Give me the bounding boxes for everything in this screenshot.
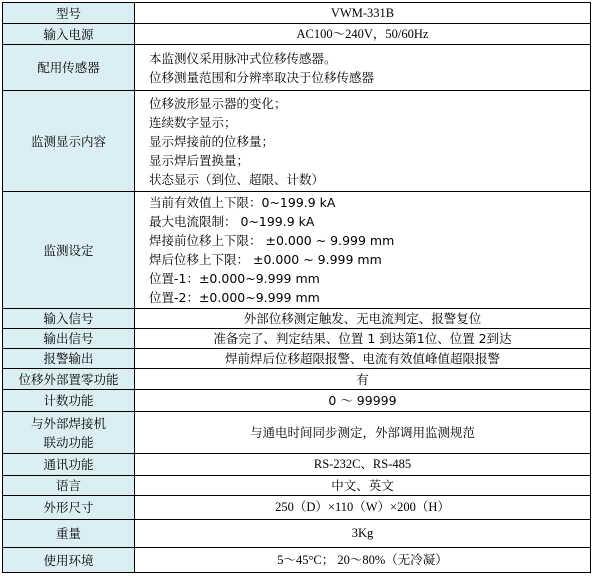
row-label-weight: 重量 bbox=[3, 520, 135, 548]
row-value-alarm-output: 焊前焊后位移超限报警、电流有效值峰值超限报警 bbox=[135, 349, 591, 369]
table-row-language bbox=[3, 476, 591, 496]
spec-table bbox=[2, 2, 591, 573]
row-label-input-signal: 输入信号 bbox=[3, 309, 135, 329]
monitor-setting-line: 最大电流限制： 0~199.9 kA bbox=[149, 214, 315, 229]
row-label-model: 型号 bbox=[3, 3, 135, 24]
table-row-input-signal bbox=[3, 309, 591, 329]
row-label-output-signal: 输出信号 bbox=[3, 329, 135, 349]
welder-link-label-line: 联动功能 bbox=[43, 434, 94, 450]
table-row-welder-link bbox=[3, 412, 591, 454]
table-row-monitor-settings bbox=[3, 192, 591, 309]
row-label-monitor-settings: 监测设定 bbox=[3, 192, 135, 309]
row-value-communication: RS-232C、RS-485 bbox=[135, 454, 591, 476]
table-row-alarm-output bbox=[3, 349, 591, 369]
row-value-output-signal: 准备完了、判定结果、位置 1 到达第1位、位置 2到达 bbox=[135, 329, 591, 349]
table-row-communication bbox=[3, 454, 591, 476]
row-value-monitor-settings bbox=[135, 192, 591, 309]
monitor-setting-line: 当前有效值上下限：0~199.9 kA bbox=[149, 195, 336, 210]
row-value-counter: 0 ～ 99999 bbox=[135, 390, 591, 412]
table-row-power-input bbox=[3, 24, 591, 45]
monitor-setting-line: 位置-2：±0.000~9.999 mm bbox=[149, 290, 320, 305]
table-row-model bbox=[3, 3, 591, 24]
table-row-output-signal bbox=[3, 329, 591, 349]
row-label-power-input: 输入电源 bbox=[3, 24, 135, 45]
sensor-line: 本监测仪采用脉冲式位移传感器。 bbox=[149, 50, 337, 66]
table-row-counter bbox=[3, 390, 591, 412]
row-value-welder-link: 与通电时间同步测定，外部调用监测规范 bbox=[135, 412, 591, 454]
row-value-language: 中文、英文 bbox=[135, 476, 591, 496]
display-content-line: 连续数字显示； bbox=[149, 114, 237, 130]
row-label-communication: 通讯功能 bbox=[3, 454, 135, 476]
row-value-power-input: AC100～240V，50/60Hz bbox=[135, 24, 591, 45]
monitor-setting-line: 焊接前位移上下限： ±0.000 ~ 9.999 mm bbox=[149, 233, 395, 248]
table-row-external-zero bbox=[3, 369, 591, 390]
row-value-dimensions: 250（D）×110（W）×200（H） bbox=[135, 496, 591, 520]
display-content-line: 显示焊后置换量； bbox=[149, 152, 250, 168]
row-label-dimensions: 外形尺寸 bbox=[3, 496, 135, 520]
row-label-alarm-output: 报警输出 bbox=[3, 349, 135, 369]
display-content-line: 显示焊接前的位移量； bbox=[149, 133, 275, 149]
monitor-setting-line: 位置-1：±0.000~9.999 mm bbox=[149, 271, 320, 286]
row-value-display-content bbox=[135, 91, 591, 192]
row-value-sensor bbox=[135, 45, 591, 91]
table-row-weight bbox=[3, 520, 591, 548]
display-content-line: 位移波形显示器的变化； bbox=[149, 95, 287, 111]
row-value-external-zero: 有 bbox=[135, 369, 591, 390]
row-label-language: 语言 bbox=[3, 476, 135, 496]
table-row-dimensions bbox=[3, 496, 591, 520]
row-label-external-zero: 位移外部置零功能 bbox=[3, 369, 135, 390]
row-label-counter: 计数功能 bbox=[3, 390, 135, 412]
row-label-welder-link bbox=[3, 412, 135, 454]
row-value-environment: 5～45°C； 20～80%（无冷凝） bbox=[135, 548, 591, 573]
row-value-input-signal: 外部位移测定触发、无电流判定、报警复位 bbox=[135, 309, 591, 329]
row-label-display-content: 监测显示内容 bbox=[3, 91, 135, 192]
row-value-model: VWM-331B bbox=[135, 3, 591, 24]
table-row-environment bbox=[3, 548, 591, 573]
table-row-sensor bbox=[3, 45, 591, 91]
monitor-setting-line: 焊后位移上下限： ±0.000 ~ 9.999 mm bbox=[149, 252, 382, 267]
row-value-weight: 3Kg bbox=[135, 520, 591, 548]
row-label-environment: 使用环境 bbox=[3, 548, 135, 573]
sensor-line: 位移测量范围和分辨率取决于位移传感器 bbox=[149, 69, 375, 85]
table-row-display-content bbox=[3, 91, 591, 192]
row-label-sensor: 配用传感器 bbox=[3, 45, 135, 91]
welder-link-label-line: 与外部焊接机 bbox=[30, 415, 106, 431]
display-content-line: 状态显示（到位、超限、计数） bbox=[149, 171, 325, 187]
